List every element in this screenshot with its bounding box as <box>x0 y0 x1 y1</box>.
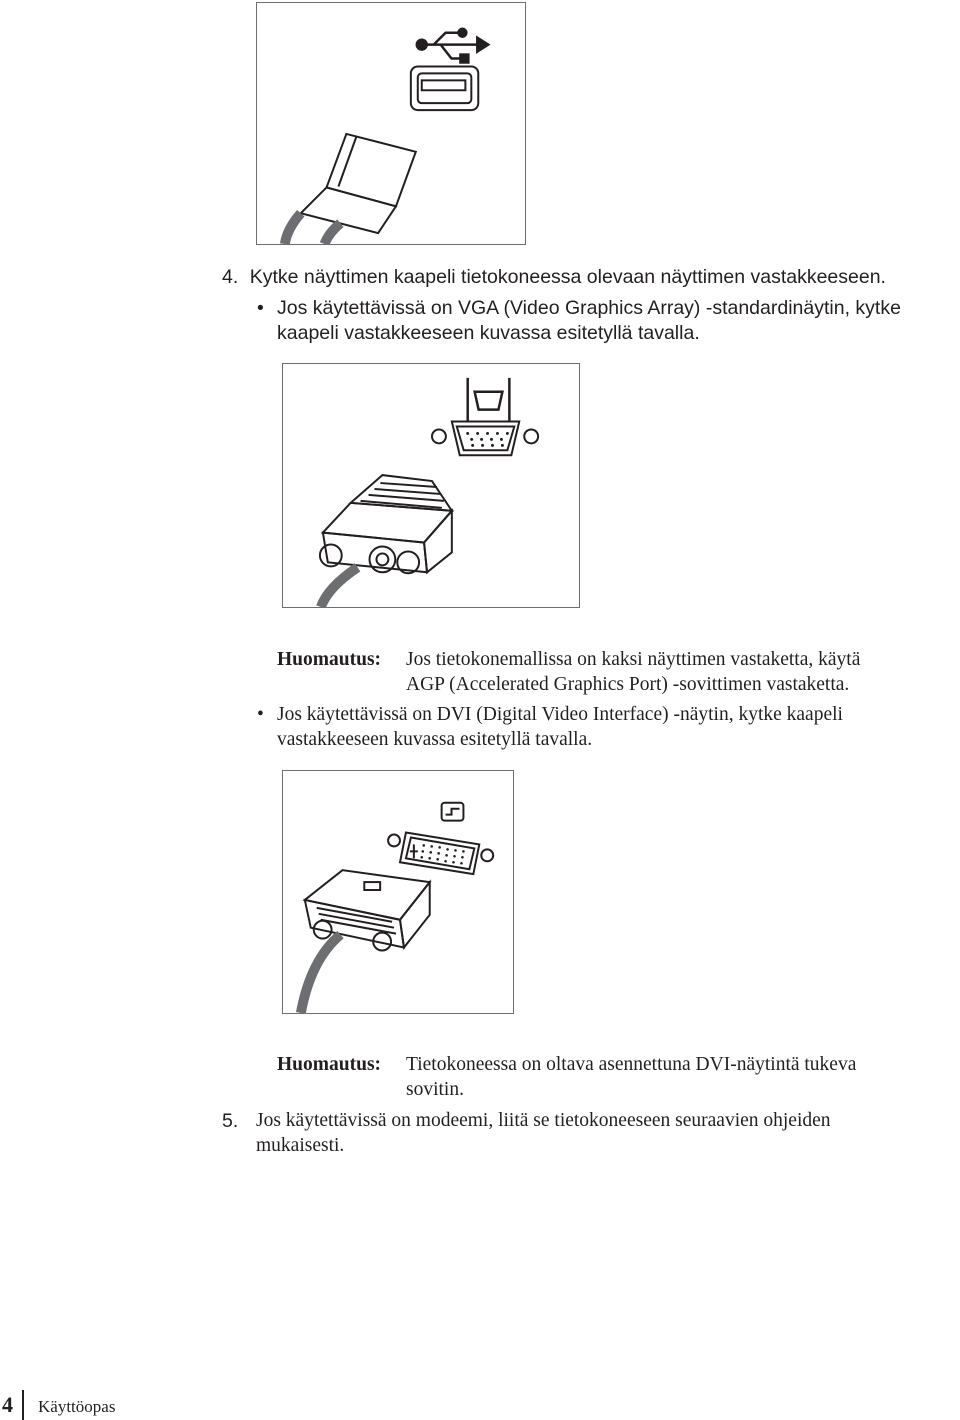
footer-title: Käyttöopas <box>38 1397 116 1416</box>
note2-line1: Tietokoneessa on oltava asennettuna DVI-näytintä tukeva <box>406 1054 857 1075</box>
dvi-bullet-line2: vastakkeeseen kuvassa esitetyllä tavalla. <box>277 729 593 750</box>
page-number: 4 <box>2 1392 13 1417</box>
usb-port <box>411 66 478 110</box>
note1-line2: AGP (Accelerated Graphics Port) -sovittimen vastaketta. <box>406 674 850 695</box>
vga-bullet-line1: Jos käytettävissä on VGA (Video Graphics Array) -standardinäytin, kytke <box>277 297 901 319</box>
note2-line2: sovitin. <box>406 1079 464 1100</box>
dvi-bullet-line1: Jos käytettävissä on DVI (Digital Video Interface) -näytin, kytke kaapeli <box>277 704 843 725</box>
step-4 <box>222 265 886 289</box>
note2-label: Huomautus: <box>277 1054 382 1075</box>
step-5-line1: Jos käytettävissä on modeemi, liitä se tietokoneeseen seuraavien ohjeiden <box>256 1110 831 1131</box>
vga-port <box>432 422 538 456</box>
usb-plug <box>285 134 416 244</box>
dvi-plug <box>301 870 430 1013</box>
note1-label: Huomautus: <box>277 649 382 670</box>
step-5-number: 5. <box>222 1110 239 1132</box>
vga-plug <box>320 475 452 607</box>
footer-divider <box>22 1390 24 1420</box>
step-number: 4. <box>222 266 239 288</box>
dvi-port <box>388 833 493 875</box>
step-5-line2: mukaisesti. <box>256 1135 345 1156</box>
dvi-icon <box>442 803 464 821</box>
dvi-connector-illustration <box>282 770 514 1014</box>
note1-line1: Jos tietokonemallissa on kaksi näyttimen vastaketta, käytä <box>406 649 861 670</box>
vga-bullet-line2: kaapeli vastakkeeseen kuvassa esitetyllä tavalla. <box>277 322 700 344</box>
vga-connector-illustration <box>282 363 580 608</box>
usb-connector-illustration <box>256 2 526 245</box>
vga-bullet-marker: • <box>257 297 264 319</box>
dvi-bullet-marker: • <box>257 704 264 725</box>
usb-icon <box>417 29 488 63</box>
step-text: Kytke näyttimen kaapeli tietokoneessa olevaan näyttimen vastakkeeseen. <box>249 266 886 288</box>
monitor-icon <box>468 378 510 422</box>
